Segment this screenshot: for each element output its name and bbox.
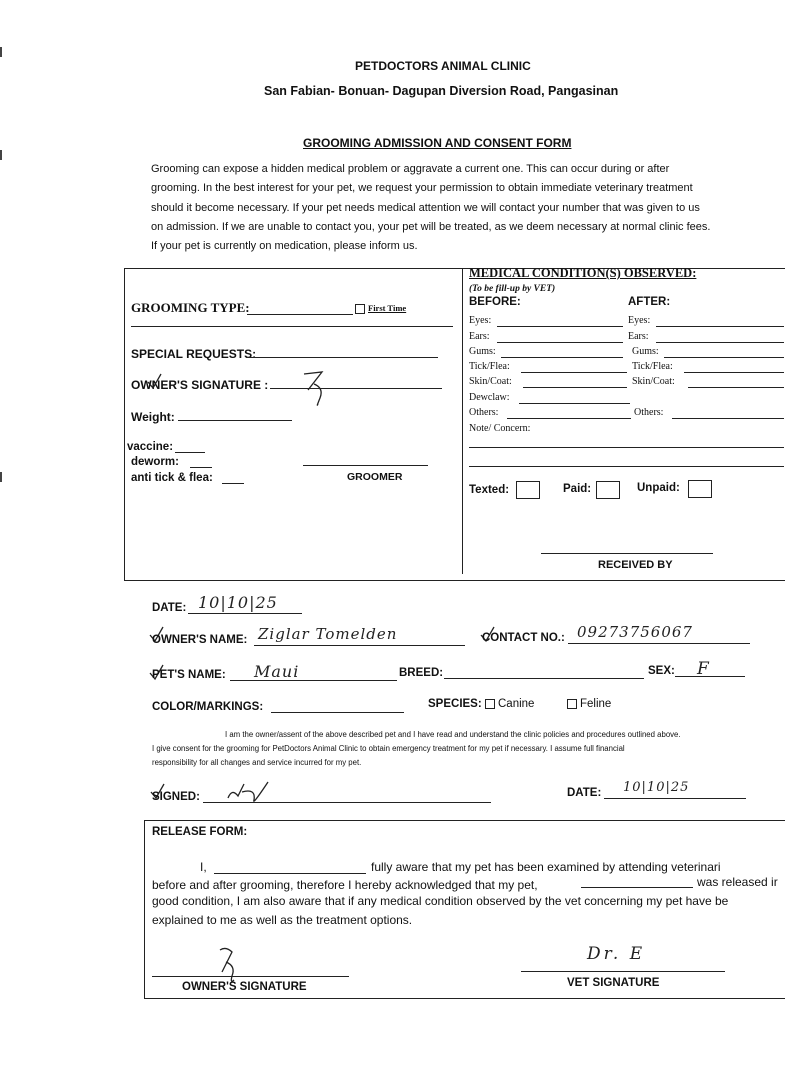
vet-signature-field[interactable] [521, 971, 725, 972]
groomer-field[interactable] [303, 465, 428, 466]
checkmark-icon [146, 372, 162, 392]
consent-date-value: 10|10|25 [623, 780, 690, 795]
special-requests-label: SPECIAL REQUESTS: [131, 347, 257, 361]
deworm-label: deworm: [131, 456, 179, 468]
vet-signature-label: VET SIGNATURE [567, 977, 660, 989]
intro-paragraph [151, 160, 751, 256]
release-pet-name-field[interactable] [581, 887, 693, 888]
signed-signature-mark [224, 778, 274, 808]
after-others-label: Others: [634, 407, 664, 418]
after-gums-field[interactable] [664, 357, 784, 358]
note-line-1[interactable] [469, 447, 784, 448]
release-line3: good condition, I am also aware that if any medical condition observed by the vet concerning my pet have be [152, 894, 729, 908]
sex-field[interactable] [675, 676, 745, 677]
after-ears-field[interactable] [656, 342, 784, 343]
medical-heading: MEDICAL CONDITION(S) OBSERVED: [469, 266, 697, 280]
consent-date-label: DATE: [567, 787, 602, 799]
unpaid-label: Unpaid: [637, 482, 680, 494]
first-time-checkbox[interactable] [355, 303, 406, 314]
after-ears-label: Ears: [628, 331, 649, 342]
contact-label: CONTACT NO.: [482, 632, 565, 644]
before-gums-label: Gums: [469, 346, 496, 357]
release-owner-signature-mark [212, 944, 246, 986]
before-skin-field[interactable] [523, 387, 627, 388]
signed-label: SIGNED: [152, 791, 200, 803]
release-owner-signature-label: OWNER'S SIGNATURE [182, 981, 307, 993]
received-by-label: RECEIVED BY [598, 559, 673, 571]
date-label: DATE: [152, 602, 187, 614]
vet-signature-value: Dr. E [587, 944, 646, 964]
after-skin-field[interactable] [688, 387, 784, 388]
before-label: BEFORE: [469, 296, 521, 308]
release-heading: RELEASE FORM: [152, 826, 248, 838]
weight-field[interactable] [178, 420, 292, 421]
before-ears-field[interactable] [497, 342, 623, 343]
first-time-label: First Time [368, 303, 407, 313]
before-others-field[interactable] [507, 418, 631, 419]
after-gums-label: Gums: [632, 346, 659, 357]
after-label: AFTER: [628, 296, 671, 308]
before-eyes-label: Eyes: [469, 315, 492, 326]
contact-field[interactable] [568, 643, 750, 644]
groomer-label: GROOMER [347, 471, 403, 483]
release-owner-signature-field[interactable] [152, 976, 349, 977]
consent-line: responsibility for all changes and service incurred for my pet. [152, 758, 362, 767]
species-canine-option[interactable] [485, 698, 534, 710]
before-gums-field[interactable] [501, 357, 623, 358]
owner-name-label: OWNER'S NAME: [152, 634, 248, 646]
species-label: SPECIES: [428, 698, 482, 710]
release-line1-start: I, [200, 860, 207, 874]
release-line1-end: fully aware that my pet has been examined by attending veterinari [371, 860, 721, 874]
before-others-label: Others: [469, 407, 499, 418]
before-ears-label: Ears: [469, 331, 490, 342]
owner-name-field[interactable] [254, 645, 465, 646]
consent-line: I give consent for the grooming for PetDoctors Animal Clinic to obtain emergency treatment for my pet if necessary. I assume full financial [152, 744, 625, 753]
grooming-type-line-2[interactable] [131, 326, 453, 327]
breed-field[interactable] [444, 678, 644, 679]
sex-value: F [697, 659, 709, 679]
intro-line: Grooming can expose a hidden medical problem or aggravate a current one. This can occur during or after [151, 163, 670, 175]
medical-subheading: (To be fill-up by VET) [469, 284, 556, 294]
consent-paragraph [152, 728, 752, 770]
after-eyes-label: Eyes: [628, 315, 651, 326]
intro-line: grooming. In the best interest for your pet, we request your permission to obtain immediate veterinary treatment [151, 182, 693, 195]
owner-signature-mark [298, 368, 334, 410]
release-line4: explained to me as well as the treatment options. [152, 913, 413, 927]
owner-name-value: Ziglar Tomelden [258, 625, 398, 643]
grooming-type-label: GROOMING TYPE: [131, 300, 250, 315]
after-others-field[interactable] [672, 418, 784, 419]
box-divider [462, 268, 463, 574]
vaccine-field[interactable] [175, 452, 205, 453]
checkbox-icon [355, 304, 365, 314]
contact-value: 09273756067 [577, 623, 693, 641]
special-requests-field[interactable] [246, 357, 438, 358]
before-skin-label: Skin/Coat: [469, 376, 512, 387]
note-line-2[interactable] [469, 466, 784, 467]
anti-tick-field[interactable] [222, 483, 244, 484]
texted-checkbox[interactable] [516, 481, 540, 499]
after-eyes-field[interactable] [656, 326, 784, 327]
before-dewclaw-label: Dewclaw: [469, 392, 510, 403]
scan-edge-mark [0, 472, 2, 482]
received-by-field[interactable] [541, 553, 713, 554]
color-markings-label: COLOR/MARKINGS: [152, 701, 264, 713]
date-value: 10|10|25 [198, 593, 278, 612]
species-feline-option[interactable] [567, 698, 611, 710]
sex-label: SEX: [648, 665, 675, 677]
scan-edge-mark [0, 47, 2, 57]
weight-label: Weight: [131, 410, 175, 424]
pet-name-label: PET'S NAME: [152, 669, 226, 681]
consent-line: I am the owner/assent of the above described pet and I have read and understand the clinic policies and procedures outlined above. [225, 730, 681, 739]
unpaid-checkbox[interactable] [688, 480, 712, 498]
color-markings-field[interactable] [271, 712, 404, 713]
after-tick-field[interactable] [684, 372, 784, 373]
release-line2-end: was released ir [697, 875, 778, 889]
deworm-field[interactable] [190, 467, 212, 468]
checkbox-icon [485, 699, 495, 709]
after-tick-label: Tick/Flea: [632, 361, 673, 372]
feline-label: Feline [580, 698, 612, 710]
owner-signature-field[interactable] [270, 388, 442, 389]
clinic-address: San Fabian- Bonuan- Dagupan Diversion Road, Pangasinan [264, 84, 619, 98]
texted-label: Texted: [469, 484, 510, 496]
intro-line: should it become necessary. If your pet needs medical attention we will contact your number that was given to us [151, 201, 700, 214]
intro-line: on admission. If we are unable to contact you, your pet will be treated, as we deem necessary at normal clinic fees. [151, 220, 711, 233]
release-owner-name-field[interactable] [214, 873, 366, 874]
owner-signature-label: OWNER'S SIGNATURE : [131, 378, 269, 392]
consent-date-field[interactable] [604, 798, 746, 799]
intro-line: If your pet is currently on medication, please inform us. [151, 240, 418, 253]
release-line2-start: before and after grooming, therefore I hereby acknowledged that my pet, [152, 878, 538, 892]
paid-checkbox[interactable] [596, 481, 620, 499]
before-tick-field[interactable] [521, 372, 627, 373]
after-skin-label: Skin/Coat: [632, 376, 675, 387]
vaccine-label: vaccine: [127, 441, 174, 453]
paid-label: Paid: [563, 483, 592, 495]
breed-label: BREED: [399, 667, 444, 679]
canine-label: Canine [498, 698, 535, 710]
note-label: Note/ Concern: [469, 423, 531, 434]
form-title: GROOMING ADMISSION AND CONSENT FORM [303, 136, 572, 150]
grooming-type-field[interactable] [247, 314, 353, 315]
scan-edge-mark [0, 150, 2, 160]
anti-tick-label: anti tick & flea: [131, 472, 213, 484]
before-dewclaw-field[interactable] [519, 403, 630, 404]
clinic-name: PETDOCTORS ANIMAL CLINIC [355, 59, 531, 73]
date-field[interactable] [188, 613, 302, 614]
checkbox-icon [567, 699, 577, 709]
before-tick-label: Tick/Flea: [469, 361, 510, 372]
before-eyes-field[interactable] [497, 326, 623, 327]
pet-name-value: Maui [254, 662, 300, 681]
